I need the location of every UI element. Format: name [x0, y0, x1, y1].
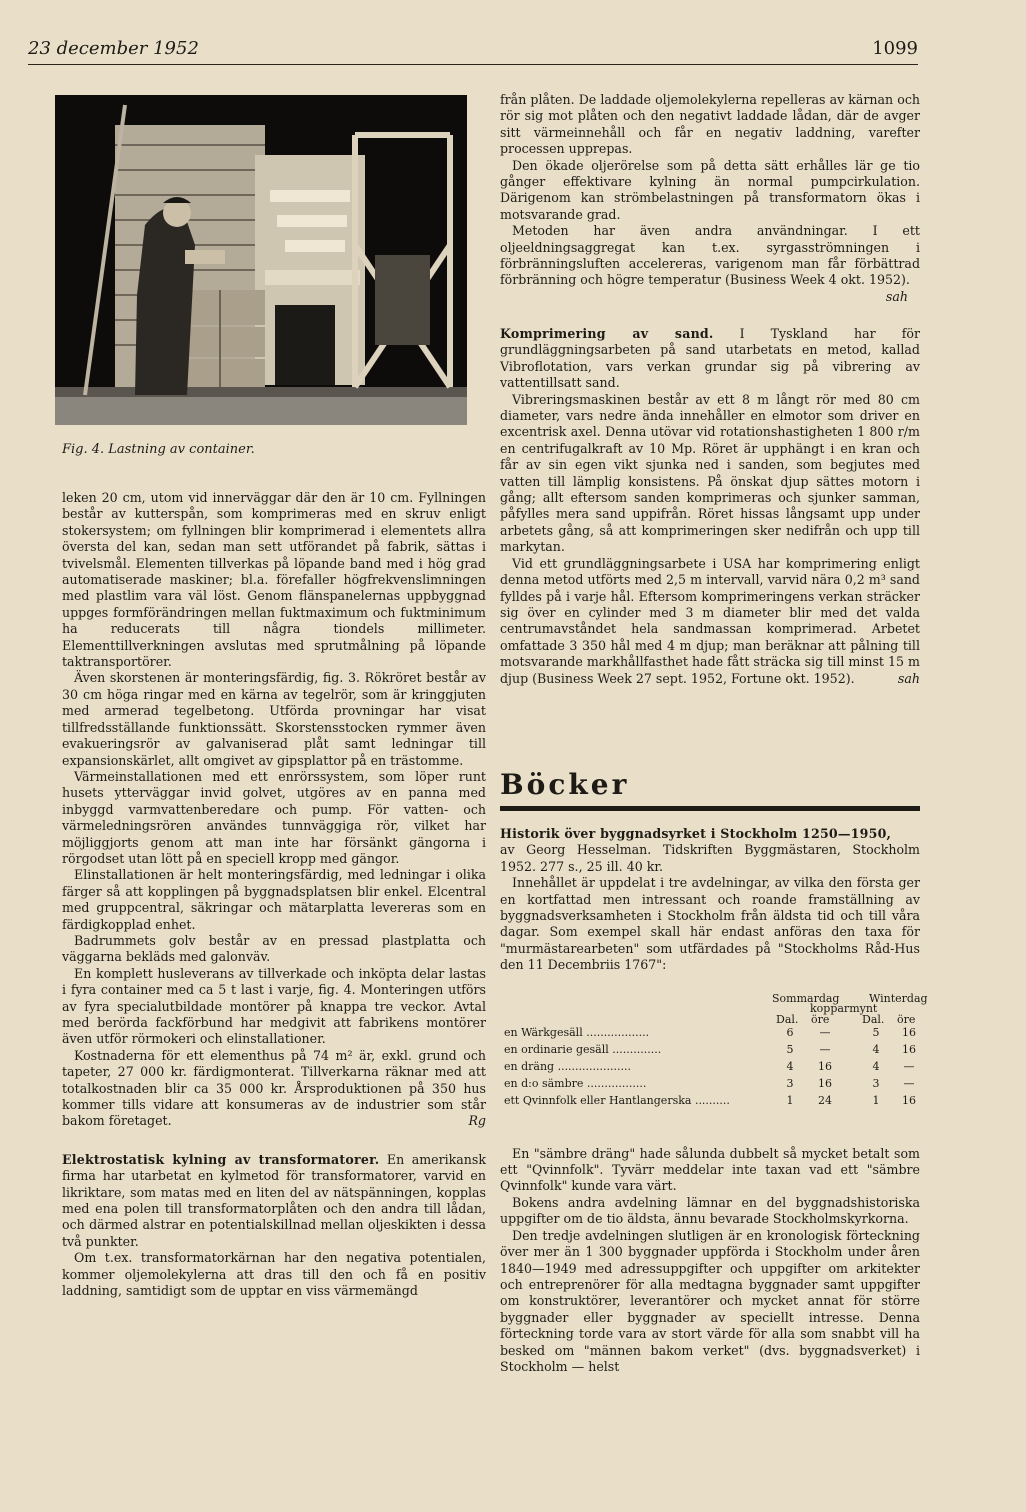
- paragraph: Innehållet är uppdelat i tre avdelningar, av vilka den första ger en kortfattad men intressant och roande framställning av byggnadsverksamheten i Stockholm från äldsta tid och till våra dagar. Som exempel skall här endast anföras den taxa för "murmästarearbeten" som utfärdades på "Stockholms Råd-Hus den 11 Decembriis 1767":: [500, 875, 920, 973]
- right-column-top: [500, 92, 920, 305]
- paragraph: Elinstallationen är helt monteringsfärdig, med ledningar i olika färger så att kopplingen på byggnadsplatsen blir enkel. Elcentral med gruppcentral, säkringar och mätarplatta levereras som en färdigkopplad enhet.: [62, 867, 486, 932]
- column-header-ore: öre: [811, 1013, 830, 1026]
- header-date: 23 december 1952: [28, 38, 199, 59]
- figure-container-loading-photo: [55, 95, 467, 425]
- cell: 6: [786, 1026, 794, 1039]
- table-row: [504, 1024, 924, 1041]
- paragraph: [500, 326, 920, 392]
- cell: 16: [818, 1077, 832, 1090]
- column-header-kopparmynt: kopparmynt: [810, 1002, 878, 1015]
- paragraph: Den tredje avdelningen slutligen är en kronologisk förteckning över mer än 1 300 byggnader uppförda i Stockholm under åren 1840—1949 med adressuppgifter och uppgifter om arkitekter och entreprenörer för alla medtagna byggnader samt uppgifter om konstruktörer, leverantörer och mycket annat för större byggnader eller byggnader av speciellt intresse. Denna förteckning torde vara av stort värde för alla som snabbt vill ha besked om "männen bakom verket" (dvs. byggnadsverket) i Stockholm — helst: [500, 1227, 920, 1374]
- cell: —: [819, 1026, 831, 1039]
- cell: 4: [872, 1043, 880, 1056]
- paragraph-text: Vid ett grundläggningsarbete i USA har komprimering enligt denna metod utförts med 2,5 m intervall, varvid nära 0,2 m³ sand fylldes på i varje hål. Eftersom komprimeringens verkan sträcker sig över en cylinder med 3 m diameter blir med det valda centrumavståndet hela sandmassan komprimerad. Arbetet omfattade 3 350 hål med 4 m djup; man beräknar att pålning till motsvarande markhållfasthet hade fått sträcka sig till minst 15 m djup (Business Week 27 sept. 1952, Fortune okt. 1952).: [500, 555, 920, 686]
- column-header-dal: Dal.: [862, 1013, 885, 1026]
- column-header-ore: öre: [897, 1013, 916, 1026]
- paragraph: från plåten. De laddade oljemolekylerna repelleras av kärnan och rör sig mot plåten och den negativt laddade lådan, där de avger sitt värmeinnehåll och får en negativ laddning, varefter processen upprepas.: [500, 92, 920, 157]
- row-label: ett Qvinnfolk eller Hantlangerska ..........: [504, 1094, 730, 1107]
- paragraph: Bokens andra avdelning lämnar en del byggnadshistoriska uppgifter om de tio äldsta, ännu bevarade Stockholmskyrkorna.: [500, 1194, 920, 1227]
- article-komprimering: [500, 326, 920, 687]
- cell: 4: [786, 1060, 794, 1073]
- paragraph: [500, 223, 920, 304]
- paragraph: Badrummets golv består av en pressad plastplatta och väggarna bekläds med galonväv.: [62, 932, 486, 965]
- paragraph-text: Metoden har även andra användningar. I ett oljeeldningsaggregat kan t.ex. syrgasströmningen i förbränningsluften accelereras, varigenom man får förbättrad förbränning och högre temperatur (Business Week 4 okt. 1952).: [500, 223, 920, 288]
- cell: 4: [872, 1060, 880, 1073]
- paragraph: En "sämbre dräng" hade sålunda dubbelt så mycket betalt som ett "Qvinnfolk". Tyvärr meddelar inte taxan vad ett "sämbre Qvinnfolk" kunde vara värt.: [500, 1145, 920, 1194]
- cell: 3: [872, 1077, 880, 1090]
- table-row: [504, 1092, 924, 1109]
- cell: 24: [818, 1094, 832, 1107]
- left-column: [62, 490, 486, 1300]
- cell: 5: [786, 1043, 794, 1056]
- article-text: I Tyskland har för grundläggningsarbeten på sand utarbetats en metod, kallad Vibroflotation, vars verkan grundar sig på vibrering av vattentillsatt sand.: [500, 326, 920, 391]
- paragraph: [500, 556, 920, 687]
- cell: —: [903, 1077, 915, 1090]
- paragraph: Vibreringsmaskinen består av ett 8 m långt rör med 80 cm diameter, vars nedre ända innehåller en elmotor som driver en excentrisk axel. Denna utövar vid rotationshastigheten 1 800 r/m en centrifugalkraft av 10 Mp. Röret är upphängt i en kran och får av sin egen vikt sjunka ned i sanden, som begjutes med vatten till lämplig konsistens. På önskat djup sättes motorn i gång; allt eftersom sanden komprimeras och sjunker samman, påfylles mera sand uppifrån. Röret hissas långsamt upp under arbetets gång, så att komprimeringen sker nedifrån och upp till markytan.: [500, 391, 920, 555]
- section-title-books: Böcker: [500, 768, 630, 801]
- signature: sah: [897, 670, 920, 686]
- paragraph: Den ökade oljerörelse som på detta sätt erhålles lär ge tio gånger effektivare kylning än normal pumpcirkulation. Därigenom kan strömbelastningen på transformatorn ökas i motsvarande grad.: [500, 157, 920, 222]
- column-header-sommardag: Sommardag: [772, 992, 840, 1005]
- column-header-dal: Dal.: [776, 1013, 799, 1026]
- paragraph: En komplett husleverans av tillverkade och inköpta delar lastas i fyra container med ca 5 t last i varje, fig. 4. Monteringen utförs av fyra specialutbildade montörer på knappa tre veckor. Avtal med berörda fackförbund har medgivit att fabrikens montörer även utför rörmokeri och elinstallationer.: [62, 965, 486, 1047]
- cell: 16: [902, 1094, 916, 1107]
- signature: sah: [885, 288, 908, 304]
- header-rule: [28, 64, 918, 65]
- row-label: en ordinarie gesäll ..............: [504, 1043, 662, 1056]
- cell: —: [819, 1043, 831, 1056]
- figure-caption: Fig. 4. Lastning av container.: [62, 442, 255, 457]
- article-text: En amerikansk firma har utarbetat en kylmetod för transformatorer, varvid en likriktare, som matas med en liten del av nätspänningen, kopplas med ena polen till transformatorplåten och den andra till lådan, och därmed alstrar en potentialskillnad mellan oljeskikten i dessa två punkter.: [62, 1151, 487, 1249]
- paragraph: Värmeinstallationen med ett enrörssystem, som löper runt husets ytterväggar invid golvet, utgöres av en panna med inbyggd varmvattenberedare och pump. För vatten- och värmeledningsrören användes tunnväggiga rör, vilket har möjliggjorts genom att man inte har försänkt gängorna i rörgodset utan lött på en speciell kropp med gängor.: [62, 768, 486, 866]
- page-number: 1099: [872, 38, 918, 59]
- article-headline: Elektrostatisk kylning av transformatorer.: [62, 1151, 380, 1167]
- cell: 3: [786, 1077, 794, 1090]
- article-elektrostatisk: [62, 1152, 486, 1250]
- table-row: [504, 1041, 924, 1058]
- row-label: en dräng .....................: [504, 1060, 631, 1073]
- section-rule: [500, 806, 920, 811]
- book-headline: Historik över byggnadsyrket i Stockholm 1250—1950,: [500, 826, 892, 841]
- table-header: [504, 990, 928, 1026]
- paragraph: Om t.ex. transformatorkärnan har den negativa potentialen, kommer oljemolekylerna att dras till den och få en positiv laddning, samtidigt som de upptar en viss värmemängd: [62, 1250, 486, 1299]
- cell: 16: [902, 1043, 916, 1056]
- row-label: en Wärkgesäll ..................: [504, 1026, 650, 1039]
- cell: 16: [818, 1060, 832, 1073]
- price-table: [504, 990, 928, 1109]
- article-headline: Komprimering av sand.: [500, 326, 714, 341]
- table-row: [504, 1075, 924, 1092]
- table-row: [504, 1058, 924, 1075]
- cell: 16: [902, 1026, 916, 1039]
- column-header-winterdag: Winterdag: [869, 992, 928, 1005]
- paragraph: Även skorstenen är monteringsfärdig, fig. 3. Rökröret består av 30 cm höga ringar med en kärna av tegelrör, som är kringgjuten med armerad tegelbetong. Utförda provningar har visat tillfredsställande funktionssätt. Skorstensstocken rymmer även evakueringsrör av galvaniserad plåt samt ledningar till expansionskärlet, allt omgivet av gipsplattor på en trästomme.: [62, 670, 486, 768]
- row-label: en d:o sämbre .................: [504, 1077, 647, 1090]
- paragraph: [62, 1048, 486, 1130]
- signature: Rg: [468, 1113, 486, 1129]
- cell: —: [903, 1060, 915, 1073]
- cell: 1: [786, 1094, 794, 1107]
- paragraph: leken 20 cm, utom vid innerväggar där den är 10 cm. Fyllningen består av kutterspån, som komprimeras med en skruv enligt stokersystem; om fyllningen blir komprimerad i elementets allra översta del kan, sedan man sett utförandet på fabrik, sättas i tvivelsmål. Elementen tillverkas på löpande band med i hög grad automatiserade maskiner; bl.a. förefaller högfrekvenslimningen med plastlim vara väl löst. Genom flänspanelernas uppbyggnad uppges formförändringen mellan fuktmaximum och fuktminimum ha reducerats till några tiondels millimeter. Elementtillverkningen avslutas med sprutmålning på löpande taktransportörer.: [62, 490, 486, 670]
- cell: 5: [872, 1026, 880, 1039]
- book-byline: av Georg Hesselman. Tidskriften Byggmästaren, Stockholm 1952. 277 s., 25 ill. 40 kr.: [500, 842, 920, 874]
- cell: 1: [872, 1094, 880, 1107]
- paragraph-text: Kostnaderna för ett elementhus på 74 m² är, exkl. grund och tapeter, 27 000 kr. färdigmonterat. Tillverkarna räknar med att totalkostnaden blir ca 35 000 kr. Årsproduktionen på 350 hus kommer tills vidare att konsumeras av de industrier som står bakom företaget.: [62, 1047, 486, 1129]
